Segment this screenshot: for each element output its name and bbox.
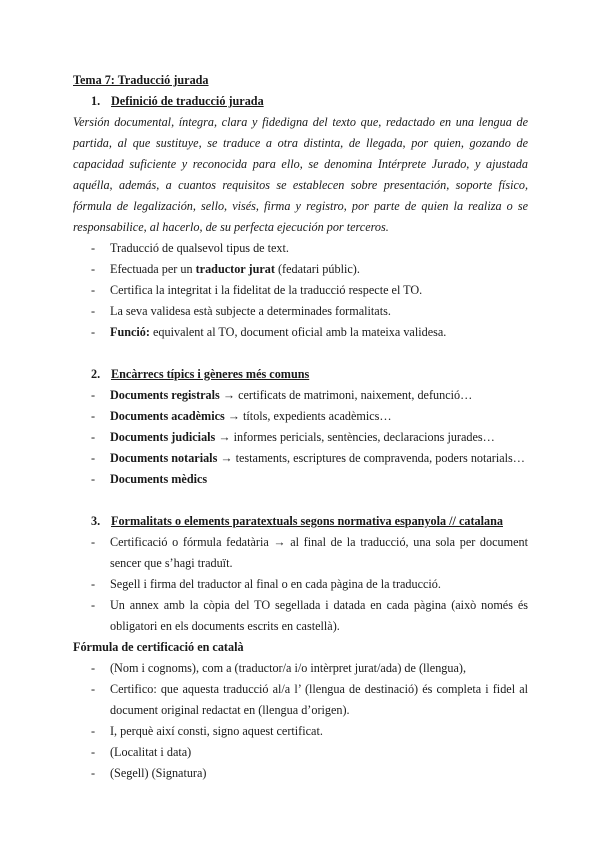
list-item: - (Localitat i data) <box>73 742 528 763</box>
list-item: - Un annex amb la còpia del TO segellada i datada en cada pàgina (això només és obligatori en els documents escrits en castellà). <box>73 595 528 637</box>
page-title: Tema 7: Traducció jurada <box>73 73 209 87</box>
section-3-list <box>73 532 528 637</box>
section-1-list <box>73 238 528 343</box>
section-1-heading <box>73 91 528 112</box>
list-item: - I, perquè així consti, signo aquest certificat. <box>73 721 528 742</box>
formula-heading: Fórmula de certificació en català <box>73 640 244 654</box>
section-title: Encàrrecs típics i gèneres més comuns <box>111 367 310 381</box>
list-item: - Documents judicials → informes pericials, sentències, declaracions jurades… <box>73 427 528 448</box>
list-item: - Traducció de qualsevol tipus de text. <box>73 238 528 259</box>
list-item: - Certifico: que aquesta traducció al/a l’ (llengua de destinació) és completa i fidel al document original redactat en (llengua d’origen). <box>73 679 528 721</box>
list-item: - La seva validesa està subjecte a determinades formalitats. <box>73 301 528 322</box>
list-item: - Documents mèdics <box>73 469 528 490</box>
section-number: 1. <box>91 94 101 108</box>
formula-list <box>73 658 528 784</box>
list-item: - (Nom i cognoms), com a (traductor/a i/o intèrpret jurat/ada) de (llengua), <box>73 658 528 679</box>
list-item: - Documents acadèmics → títols, expedients acadèmics… <box>73 406 528 427</box>
list-item: - Funció: equivalent al TO, document oficial amb la mateixa validesa. <box>73 322 528 343</box>
list-item: - (Segell) (Signatura) <box>73 763 528 784</box>
list-item: - Efectuada per un traductor jurat (fedatari públic). <box>73 259 528 280</box>
section-3-heading <box>73 511 528 532</box>
definition-quote: Versión documental, íntegra, clara y fidedigna del texto que, redactado en una lengua de partida, al que sustituye, se traduce a otra distinta, de llegada, por quien, gozando de capacidad suficiente y reconocida para ello, se denomina Intérprete Jurado, y ajustada aquélla, además, a cuantos requisitos se establecen sobre presentación, soporte físico, fórmula de legalización, sello, visés, firma y registro, por parte de quien la realiza o se responsabilice, al hacerlo, de su perfecta ejecución por terceros. <box>73 115 528 234</box>
list-item: - Documents registrals → certificats de matrimoni, naixement, defunció… <box>73 385 528 406</box>
section-number: 3. <box>91 514 101 528</box>
section-number: 2. <box>91 367 101 381</box>
section-title: Definició de traducció jurada <box>111 94 264 108</box>
list-item: - Certifica la integritat i la fidelitat de la traducció respecte el TO. <box>73 280 528 301</box>
list-item: - Certificació o fórmula fedatària → al final de la traducció, una sola per document sencer que s’hagi traduït. <box>73 532 528 574</box>
section-title: Formalitats o elements paratextuals segons normativa espanyola // catalana <box>111 514 503 528</box>
section-2-list <box>73 385 528 490</box>
list-item: - Documents notarials → testaments, escriptures de compravenda, poders notarials… <box>73 448 528 469</box>
section-2-heading <box>73 364 528 385</box>
list-item: - Segell i firma del traductor al final o en cada pàgina de la traducció. <box>73 574 528 595</box>
